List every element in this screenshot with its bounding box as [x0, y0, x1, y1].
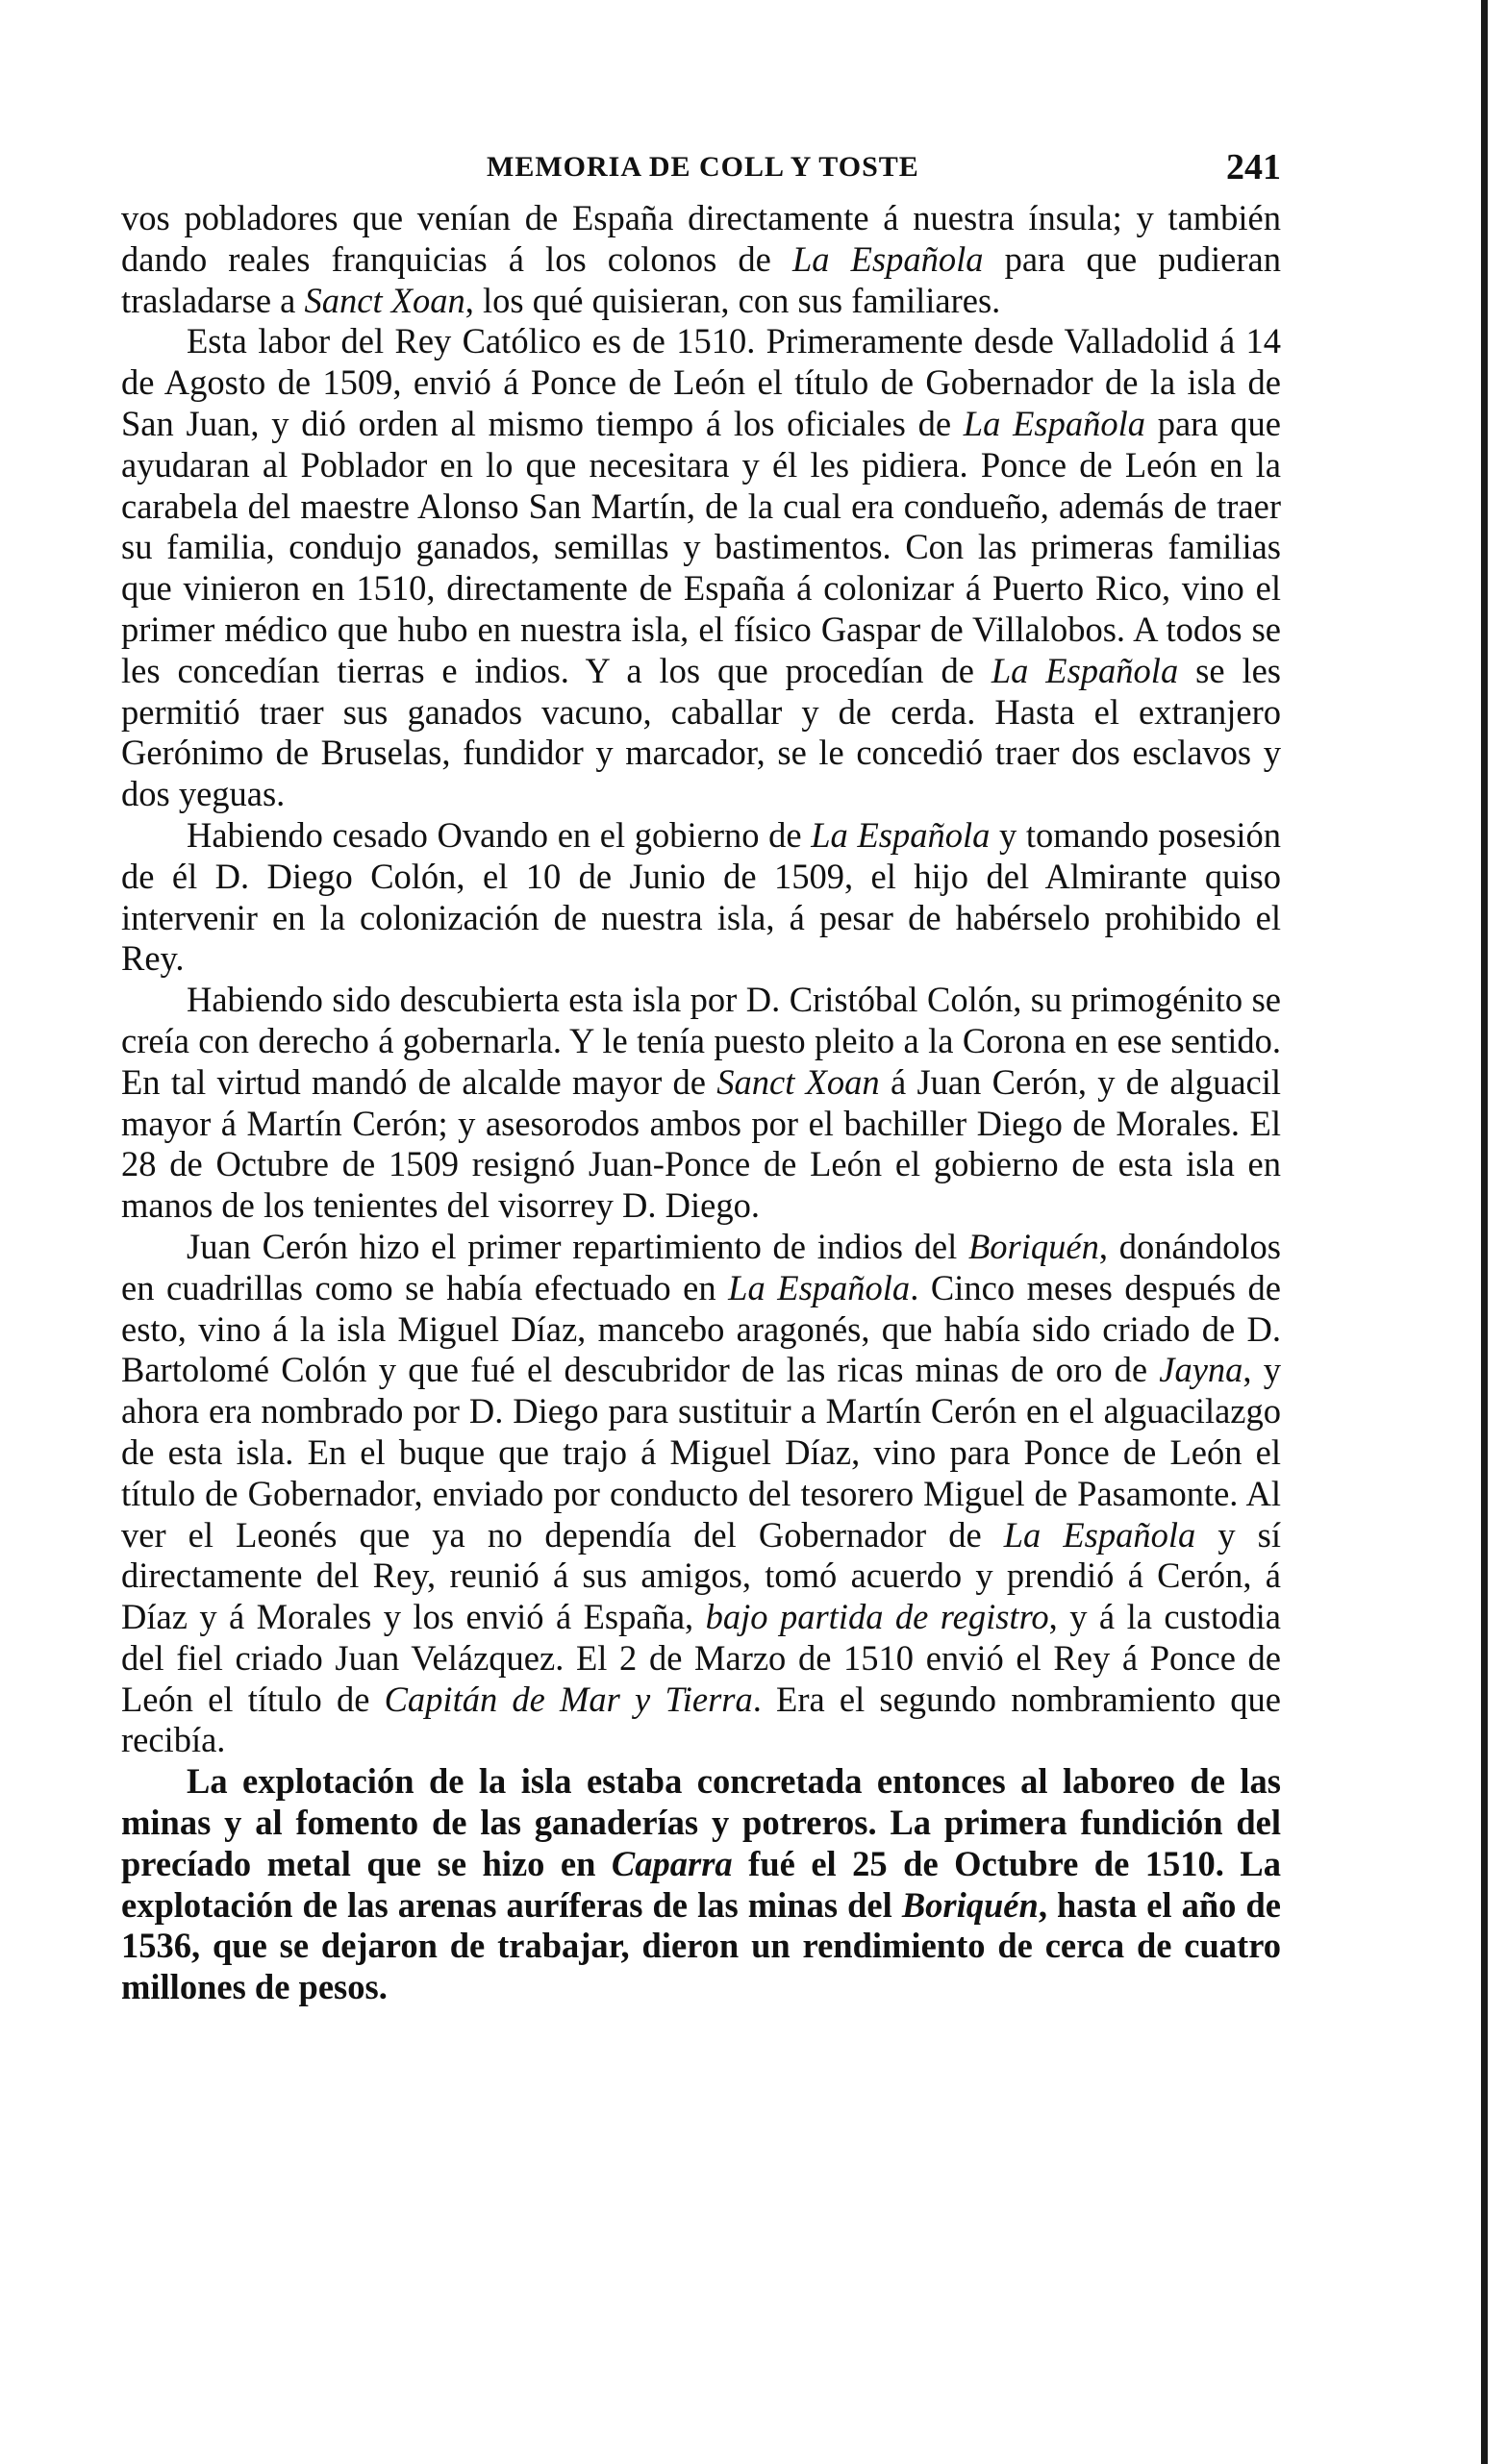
paragraph	[121, 321, 1281, 815]
page-number: 241	[1226, 147, 1281, 187]
text-run: á Juan Cerón, y de alguacil mayor á Martín Cerón; y asesorodos ambos por el bachiller Diego de Morales. El 28 de Octubre de 1509 resignó Juan-Ponce de León el gobierno de esta isla en manos de los tenientes del visorrey D. Diego.	[121, 1061, 1282, 1226]
paragraph	[121, 1761, 1281, 2008]
italic-text-run: Sanct Xoan	[304, 280, 465, 320]
italic-text-run: Boriquén	[901, 1884, 1039, 1925]
text-run: Habiendo sido descubierta esta isla por D. Cristóbal Colón, su primogénito se creía con derecho á gobernarla. Y le tenía puesto pleito a la Corona en ese sentido. En tal virtud mandó de alcalde mayor de	[121, 980, 1281, 1102]
italic-text-run: La Española	[991, 650, 1179, 690]
text-run: , hasta el año de 1536, que se dejaron de trabajar, dieron un rendimiento de cerca de cuatro millones de pesos.	[121, 1884, 1281, 2007]
italic-text-run: Jayna	[1159, 1350, 1243, 1390]
text-run: , los qué quisieran, con sus familiares.	[464, 280, 1001, 320]
italic-text-run: bajo partida de registro	[705, 1597, 1049, 1637]
text-run: se les permitió traer sus ganados vacuno, caballar y de cerda. Hasta el extranjero Gerónimo de Bruselas, fundidor y marcador, se le concedió traer dos esclavos y dos yeguas.	[121, 650, 1281, 814]
text-run: fué el 25 de Octubre de 1510. La explotación de las arenas auríferas de las minas del	[121, 1843, 1281, 1925]
text-run: . Cinco meses después de esto, vino á la isla Miguel Díaz, mancebo aragonés, que había sido criado de D. Bartolomé Colón y que fué el descubridor de las ricas minas de oro de	[121, 1267, 1281, 1390]
text-run: y sí directamente del Rey, reunió á sus amigos, tomó acuerdo y prendió á Cerón, á Díaz y á Morales y los envió á España,	[121, 1514, 1281, 1637]
italic-text-run: La Española	[963, 403, 1145, 443]
text-run: para que ayudaran al Poblador en lo que necesitara y él les pidiera. Ponce de León en la carabela del maestre Alonso San Martín, de la cual era condueño, además de traer su familia, condujo ganados, semillas y bastimentos. Con las primeras familias que vinieron en 1510, directamente de España á colonizar á Puerto Rico, vino el primer médico que hubo en nuestra isla, el físico Gaspar de Villalobos. A todos se les concedían tierras e indios. Y a los que procedían de	[121, 403, 1281, 690]
text-run: , donándolos en cuadrillas como se había efectuado en	[121, 1226, 1281, 1307]
italic-text-run: La Española	[791, 238, 984, 279]
italic-text-run: Caparra	[611, 1843, 733, 1883]
text-run: y tomando posesión de él D. Diego Colón, el 10 de Junio de 1509, el hijo del Almirante quiso intervenir en la colonización de nuestra isla, á pesar de habérselo prohibido el Rey.	[121, 814, 1281, 979]
paragraph	[121, 980, 1281, 1227]
running-title: MEMORIA DE COLL Y TOSTE	[487, 151, 919, 183]
paragraph	[121, 198, 1281, 321]
text-run: , y ahora era nombrado por D. Diego para sustituir a Martín Cerón en el alguacilazgo de esta isla. En el buque que trajo á Miguel Díaz, vino para Ponce de León el título de Gobernador, enviado por conducto del tesorero Miguel de Pasamonte. Al ver el Leonés que ya no dependía del Gobernador de	[121, 1350, 1282, 1555]
text-run: Habiendo cesado Ovando en el gobierno de	[187, 814, 812, 855]
italic-text-run: Boriquén	[968, 1226, 1099, 1266]
italic-text-run: Sanct Xoan	[716, 1061, 880, 1102]
text-run: para que pudieran trasladarse a	[121, 238, 1281, 320]
italic-text-run: La Española	[728, 1267, 911, 1307]
paragraph	[121, 1227, 1281, 1761]
body-text	[121, 198, 1281, 2008]
page-edge-rule	[1481, 0, 1488, 2464]
text-run: Esta labor del Rey Católico es de 1510. Primeramente desde Valladolid á 14 de Agosto de 1509, envió á Ponce de León el título de Gobernador de la isla de San Juan, y dió orden al mismo tiempo á los oficiales de	[121, 321, 1281, 443]
italic-text-run: Capitán de Mar y Tierra	[384, 1679, 753, 1719]
text-run: . Era el segundo nombramiento que recibía.	[121, 1679, 1281, 1760]
text-run: , y á la custodia del fiel criado Juan Velázquez. El 2 de Marzo de 1510 envió el Rey á Ponce de León el título de	[121, 1597, 1281, 1719]
italic-text-run: La Española	[1003, 1514, 1196, 1555]
paragraph	[121, 815, 1281, 980]
running-header	[121, 144, 1281, 190]
italic-text-run: La Española	[811, 814, 991, 855]
text-run: La explotación de la isla estaba concretada entonces al laboreo de las minas y al fomento de las ganaderías y potreros. La primera fundición del precíado metal que se hizo en	[121, 1761, 1281, 1883]
text-run: Juan Cerón hizo el primer repartimiento de indios del	[187, 1226, 968, 1266]
text-run: vos pobladores que venían de España directamente á nuestra ínsula; y también dando reales franquicias á los colonos de	[121, 198, 1281, 279]
